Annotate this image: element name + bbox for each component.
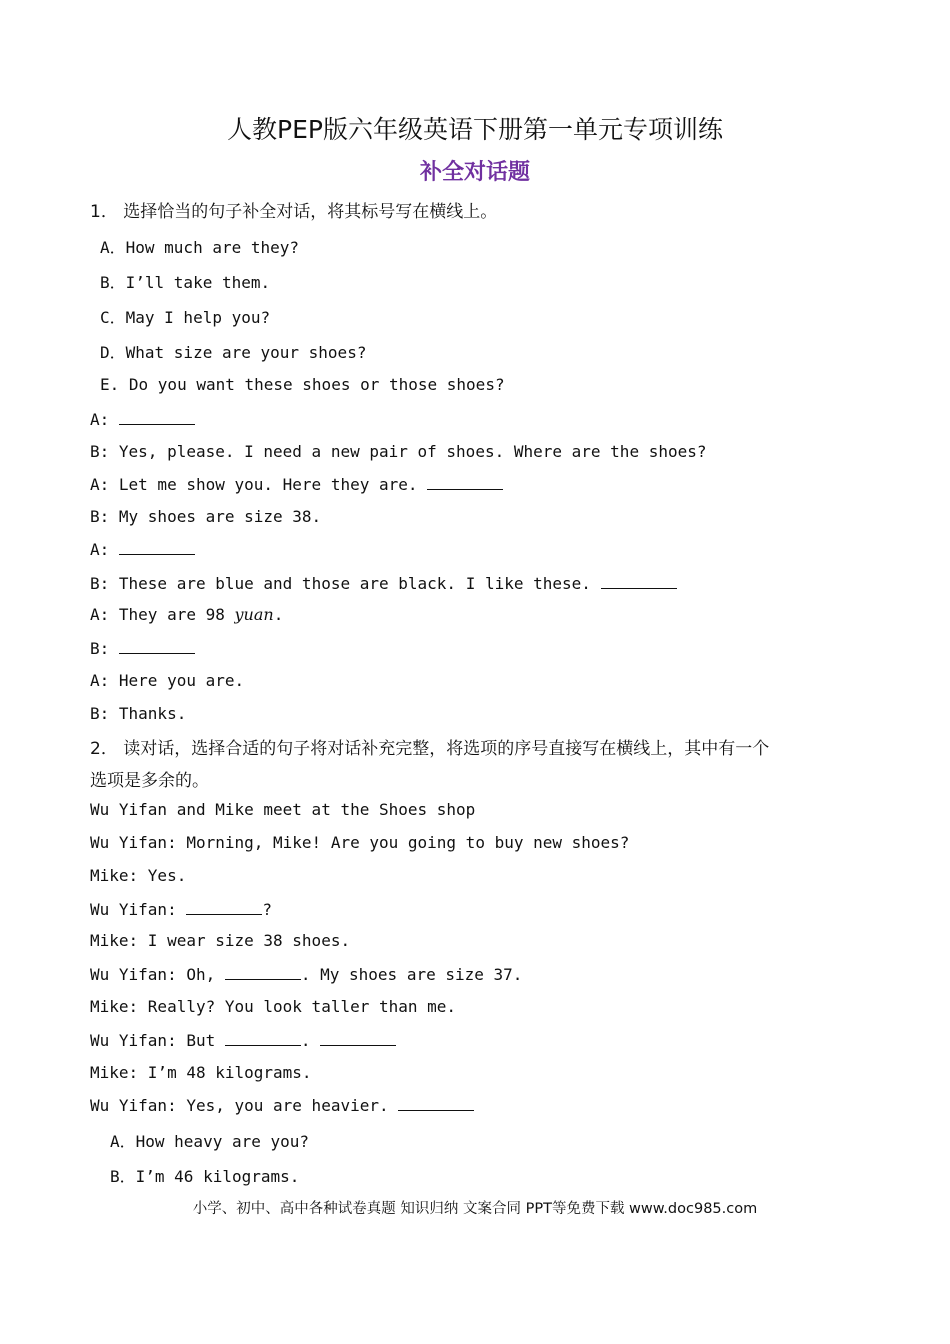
page-footer: 小学、初中、高中各种试卷真题 知识归纳 文案合同 PPT等免费下载 www.doc985.com xyxy=(192,1201,758,1217)
answer-blank[interactable] xyxy=(427,474,503,490)
q1-option-d: D．What size are your shoes? xyxy=(100,343,367,362)
q2-dialogue-line: Mike: I’m 48 kilograms. xyxy=(90,1063,312,1082)
q2-dialogue-line: Mike: I wear size 38 shoes. xyxy=(90,931,351,950)
q1-option-a: A．How much are they? xyxy=(100,238,300,257)
q1-dialogue-line: A: xyxy=(90,539,195,559)
q1-dialogue-line: A: Here you are. xyxy=(90,671,245,690)
q1-option-b: B．I’ll take them. xyxy=(100,273,271,292)
q1-dialogue-line: B: xyxy=(90,638,195,658)
q2-dialogue-line: Wu Yifan: ? xyxy=(90,900,272,919)
q1-dialogue-line: B: Thanks. xyxy=(90,704,187,723)
answer-blank[interactable] xyxy=(225,964,301,980)
q1-dialogue-line: B: Yes, please. I need a new pair of shoes. Where are the shoes? xyxy=(90,442,707,461)
answer-blank[interactable] xyxy=(119,539,195,555)
q2-heading-line1: 2． 读对话，选择合适的句子将对话补充完整，将选项的序号直接写在横线上，其中有一个 xyxy=(90,739,770,759)
answer-blank[interactable] xyxy=(225,1030,301,1046)
q1-dialogue-line: B: These are blue and those are black. I like these. xyxy=(90,573,677,593)
q2-dialogue-line: Mike: Yes. xyxy=(90,866,187,885)
q2-dialogue-line: Wu Yifan: Morning, Mike! Are you going to buy new shoes? xyxy=(90,833,630,852)
section-subtitle: 补全对话题 xyxy=(419,160,530,185)
answer-blank[interactable] xyxy=(601,573,677,589)
q1-dialogue-line: A: Let me show you. Here they are. xyxy=(90,474,503,494)
q2-dialogue-line: Wu Yifan: But . xyxy=(90,1030,396,1050)
q1-dialogue-line: A: xyxy=(90,409,195,429)
page-title: 人教PEP版六年级英语下册第一单元专项训练 xyxy=(227,115,723,144)
q2-dialogue-line: Wu Yifan: Oh, . My shoes are size 37. xyxy=(90,965,523,984)
q1-heading: 1． 选择恰当的句子补全对话，将其标号写在横线上。 xyxy=(90,202,498,222)
q2-dialogue-line: Mike: Really? You look taller than me. xyxy=(90,997,457,1016)
answer-blank[interactable] xyxy=(119,638,195,654)
q1-option-c: C．May I help you? xyxy=(100,308,271,327)
q1-dialogue-line: A: They are 98 yuan. xyxy=(90,605,284,624)
answer-blank[interactable] xyxy=(398,1095,474,1111)
q1-dialogue-line: B: My shoes are size 38. xyxy=(90,507,322,526)
answer-blank[interactable] xyxy=(186,899,262,915)
q2-option-b: B．I’m 46 kilograms. xyxy=(110,1167,300,1186)
q2-option-a: A．How heavy are you? xyxy=(110,1132,310,1151)
q2-heading-line2: 选项是多余的。 xyxy=(90,771,209,791)
q1-option-e: E. Do you want these shoes or those shoes? xyxy=(100,375,505,394)
answer-blank[interactable] xyxy=(119,409,195,425)
q2-dialogue-line: Wu Yifan and Mike meet at the Shoes shop xyxy=(90,800,476,819)
answer-blank[interactable] xyxy=(320,1030,396,1046)
q2-dialogue-line: Wu Yifan: Yes, you are heavier. xyxy=(90,1095,474,1115)
